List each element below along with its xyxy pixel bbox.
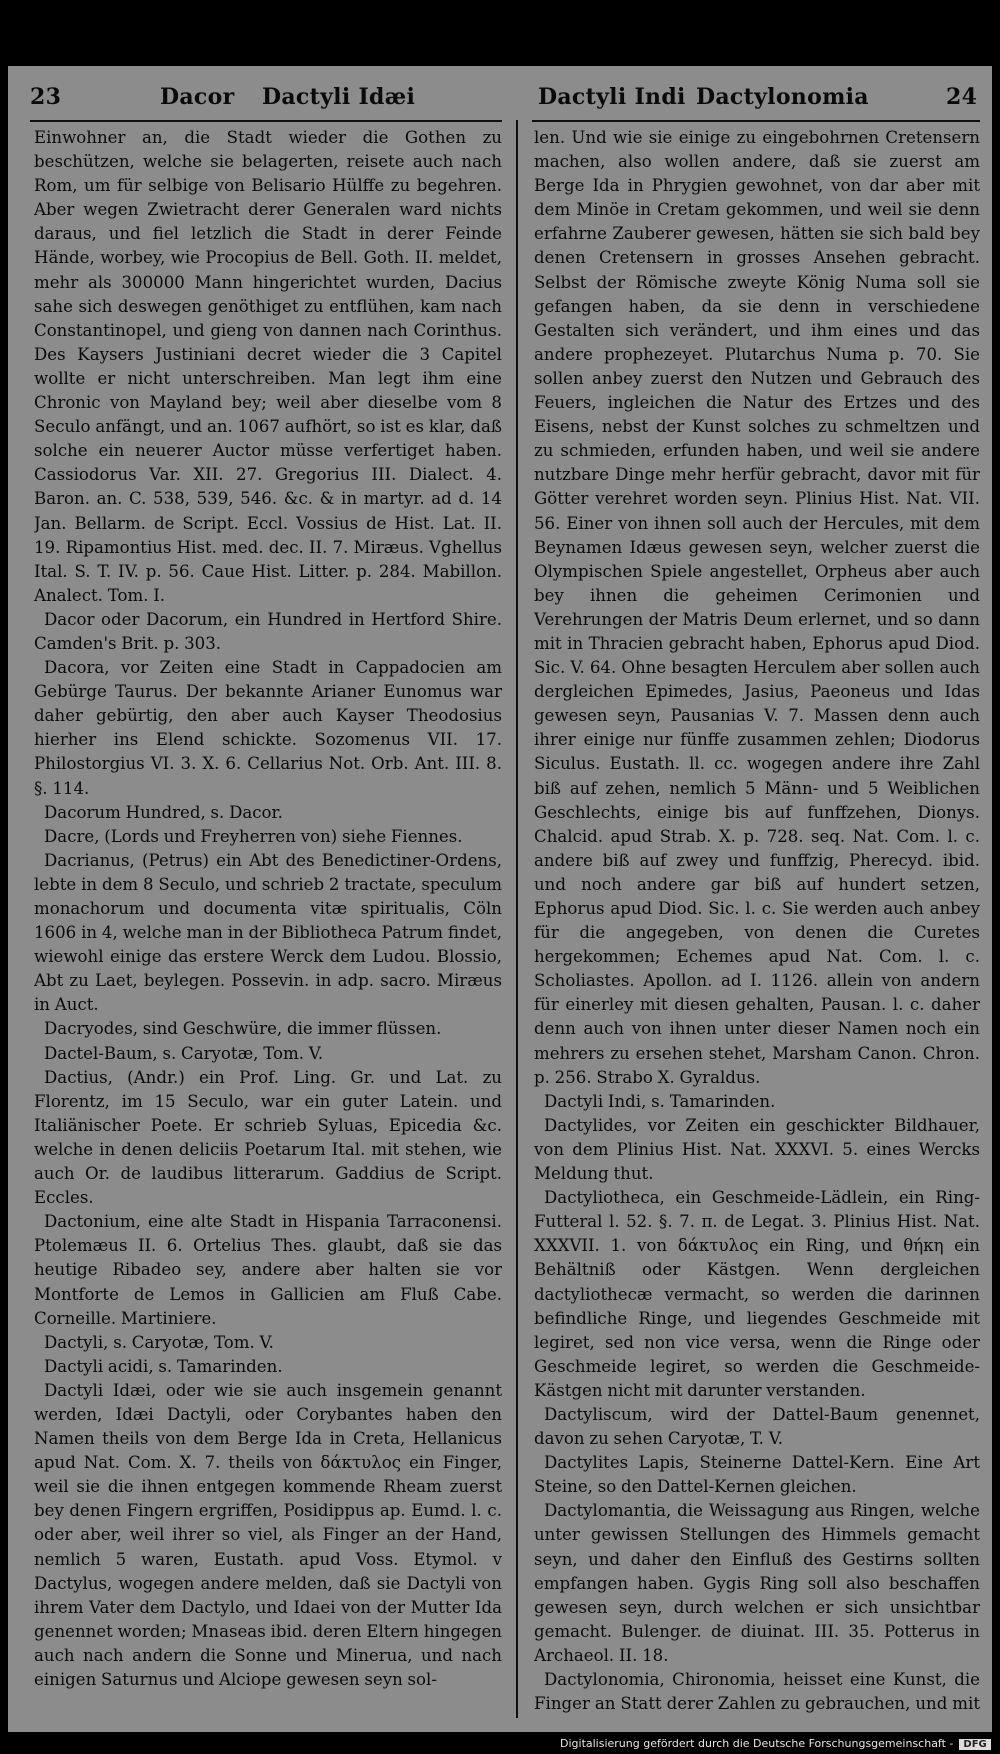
- header-rule-left: [30, 120, 502, 122]
- catchword-right-2: Dactylonomia: [696, 84, 869, 110]
- entry-paragraph: Dactyliotheca, ein Geschmeide-Lädlein, ein Ring-Futteral l. 52. §. 7. π. de Legat. 3. Plinius Hist. Nat. XXXVII. 1. von δάκτυλος ein Ring, und θήκη ein Behältniß oder Kästgen. Wenn dergleichen dactyliothecæ vermacht, so werden die darinnen befindliche Ringe, und liegendes Geschmeide mit legiret, sed non vice versa, wenn die Ringe oder Geschmeide legiret, so werden die Geschmeide-Kästgen nicht mit darunter verstanden.: [534, 1188, 980, 1400]
- column-divider: [516, 120, 518, 1718]
- catchword-left-2: Dactyli Idæi: [262, 84, 416, 110]
- catchword-left-1: Dacor: [160, 84, 235, 110]
- entry-paragraph: Dactel-Baum, s. Caryotæ, Tom. V.: [44, 1043, 324, 1063]
- entry-paragraph: Dactyliscum, wird der Dattel-Baum genennet, davon zu sehen Caryotæ, T. V.: [534, 1404, 980, 1449]
- entry-paragraph: Dacre, (Lords und Freyherren von) siehe Fiennes.: [44, 826, 463, 846]
- entry-paragraph: len. Und wie sie einige zu eingebohrnen Cretensern machen, also wollen andere, daß sie zuerst am Berge Ida in Phrygien gewohnet, von dar aber mit dem Minöe in Cretam gekommen, und weil sie denn erfahrne Zauberer gewesen, hätten sie sich bald bey denen Cretensern in grosses Ansehen gebracht. Selbst der Römische zweyte König Numa soll sie gefangen haben, da sie denn in verschiedene Gestalten sich verändert, und ihm eines und das andere prophezeyet. Plutarchus Numa p. 70. Sie sollen anbey zuerst den Nutzen und Gebrauch des Feuers, ingleichen die Natur des Ertzes und des Eisens, nebst der Kunst solches zu schmeltzen und zu schmieden, erfunden haben, und weil sie andere nutzbare Dinge mehr herfür gebracht, davor mit für Götter verehret worden seyn. Plinius Hist. Nat. VII. 56. Einer von ihnen soll auch der Hercules, mit dem Beynamen Idæus gewesen seyn, welcher zuerst die Olympischen Spiele angestellet, Orpheus aber auch bey ihnen die geheimen Cerimonien und Verehrungen der Matris Deum erlernet, und so dann mit in Thracien gebracht haben, Ephorus apud Diod. Sic. V. 64. Ohne besagten Herculem aber sollen auch dergleichen Epimedes, Jasius, Paeoneus und Idas gewesen seyn, Pausanias V. 7. Massen denn auch ihrer einige nur fünffe zusammen zehlen; Diodorus Siculus. Eustath. ll. cc. wogegen andere ihre Zahl biß auf zehen, nemlich 5 Männ- und 5 Weiblichen Geschlechts, einige bis auf funffzehen, Dionys. Chalcid. apud Strab. X. p. 728. seq. Nat. Com. l. c. andere biß auf zwey und funffzig, Pherecyd. ibid. und noch andere gar biß auf hundert setzen, Ephorus apud Diod. Sic. l. c. Sie werden auch anbey für die angegeben, von denen die Curetes hergekommen; Echemes apud Nat. Com. l. c. Scholiastes. Apollon. ad I. 1126. allein von andern für einerley mit diesen gehalten, Pausan. l. c. daher denn auch von ihnen unter dieser Namen noch ein mehrers zu ersehen stehet, Marsham Canon. Chron. p. 256. Strabo X. Gyraldus.: [534, 128, 980, 1087]
- entry-paragraph: Dactyli acidi, s. Tamarinden.: [44, 1356, 283, 1376]
- book-page: [8, 66, 992, 1732]
- entry-paragraph: Dactylomantia, die Weissagung aus Ringen, welche unter gewissen Stellungen des Himmels gemacht seyn, und daher den Einfluß des Gestirns sollten empfangen haben. Gygis Ring soll also beschaffen gewesen seyn, durch welchen er sich unsichtbar gemacht. Bulenger. de diuinat. III. 35. Potterus in Archaeol. II. 18.: [534, 1501, 980, 1665]
- page-number-right: 24: [946, 84, 978, 110]
- left-column: [34, 126, 502, 1720]
- running-head-left: [30, 84, 502, 118]
- header-rule-right: [532, 120, 980, 122]
- entry-paragraph: Dactyli, s. Caryotæ, Tom. V.: [44, 1332, 274, 1352]
- entry-paragraph: Dactius, (Andr.) ein Prof. Ling. Gr. und Lat. zu Florentz, im 15 Seculo, war ein guter Latein. und Italiänischer Poete. Er schrieb Syluas, Epicedia &c. welche in denen deliciis Poetarum Ital. mit stehen, wie auch Or. de laudibus litterarum. Gaddius de Script. Eccles.: [34, 1067, 502, 1208]
- entry-paragraph: Dactonium, eine alte Stadt in Hispania Tarraconensi. Ptolemæus II. 6. Ortelius Thes. glaubt, daß sie das heutige Ribadeo sey, andere aber halten sie vor Montforte de Lemos in Gallicien am Fluß Cabe. Corneille. Martiniere.: [34, 1212, 502, 1328]
- credit-text: Digitalisierung gefördert durch die Deutsche Forschungsgemeinschaft -: [560, 1737, 954, 1750]
- entry-paragraph: Dacorum Hundred, s. Dacor.: [44, 802, 283, 822]
- page-number-left: 23: [30, 84, 62, 110]
- digitization-credit: [560, 1737, 991, 1750]
- entry-paragraph: Dactylites Lapis, Steinerne Dattel-Kern. Eine Art Steine, so den Dattel-Kernen gleichen.: [534, 1453, 980, 1497]
- catchword-right-1: Dactyli Indi: [538, 84, 686, 110]
- dfg-logo: DFG: [959, 1739, 990, 1750]
- entry-paragraph: Dactyli Indi, s. Tamarinden.: [544, 1091, 776, 1111]
- entry-paragraph: Einwohner an, die Stadt wieder die Gothen zu beschützen, welche sie belagerten, reisete auch nach Rom, um für selbige von Belisario Hülffe zu begehren. Aber wegen Zwietracht derer Generalen ward nichts daraus, und fiel letzlich die Stadt in derer Feinde Hände, worbey, wie Procopius de Bell. Goth. II. meldet, mehr als 300000 Mann hingerichtet wurden, Dacius sahe sich deswegen genöthiget zu entflühen, kam nach Constantinopel, und gieng von dannen nach Corinthus. Des Kaysers Justiniani decret wieder die 3 Capitel wollte er nicht unterschreiben. Man legt ihm eine Chronic von Mayland bey; weil aber dieselbe vom 8 Seculo anfängt, und an. 1067 aufhört, so ist es klar, daß solche ein neuerer Auctor müsse verfertiget haben. Cassiodorus Var. XII. 27. Gregorius III. Dialect. 4. Baron. an. C. 538, 539, 546. &c. & in martyr. ad d. 14 Jan. Bellarm. de Script. Eccl. Vossius de Hist. Lat. II. 19. Ripamontius Hist. med. dec. II. 7. Miræus. Vghellus Ital. S. T. IV. p. 56. Caue Hist. Litter. p. 284. Mabillon. Analect. Tom. I.: [34, 128, 502, 605]
- entry-paragraph: Dactylonomia, Chironomia, heisset eine Kunst, die Finger an Statt derer Zahlen zu gebrauchen, und mit: [534, 1670, 980, 1714]
- running-head-right: [538, 84, 978, 118]
- entry-paragraph: Dactyli Idæi, oder wie sie auch insgemein genannt werden, Idæi Dactyli, oder Corybantes haben den Namen theils von dem Berge Ida in Creta, Hellanicus apud Nat. Com. X. 7. theils von δάκτυλος ein Finger, weil sie die ihnen entgegen kommende Rheam zuerst bey denen Fingern ergriffen, Posidippus ap. Eumd. l. c. oder aber, weil ihrer so viel, als Finger an der Hand, nemlich 5 waren, Eustath. apud Voss. Etymol. v Dactylus, wogegen andere melden, daß sie Dactyli von ihrem Vater dem Dactylo, und Idaei von der Mutter Ida genennet worden; Mnaseas ibid. deren Eltern hingegen auch nach andern die Sonne und Minerua, und nach einigen Saturnus und Alciope gewesen seyn sol-: [34, 1380, 502, 1689]
- entry-paragraph: Dacora, vor Zeiten eine Stadt in Cappadocien am Gebürge Taurus. Der bekannte Arianer Eunomus war daher gebürtig, den aber auch Kayser Theodosius hierher ins Elend schickte. Sozomenus VII. 17. Philostorgius VI. 3. X. 6. Cellarius Not. Orb. Ant. III. 8. §. 114.: [34, 658, 502, 798]
- entry-paragraph: Dacrianus, (Petrus) ein Abt des Benedictiner-Ordens, lebte in dem 8 Seculo, und schrieb 2 tractate, speculum monachorum und documenta vitæ spiritualis, Cöln 1606 in 4, welche man in der Bibliotheca Patrum findet, wiewohl einige das erstere Werck dem Ludou. Blossio, Abt zu Laet, beylegen. Possevin. in adp. sacro. Miræus in Auct.: [34, 850, 502, 1015]
- entry-paragraph: Dacryodes, sind Geschwüre, die immer flüssen.: [44, 1019, 442, 1039]
- entry-paragraph: Dacor oder Dacorum, ein Hundred in Hertford Shire. Camden's Brit. p. 303.: [34, 609, 502, 653]
- entry-paragraph: Dactylides, vor Zeiten ein geschickter Bildhauer, von dem Plinius Hist. Nat. XXXVI. 5. eines Wercks Meldung thut.: [534, 1115, 980, 1184]
- right-column: [534, 126, 980, 1720]
